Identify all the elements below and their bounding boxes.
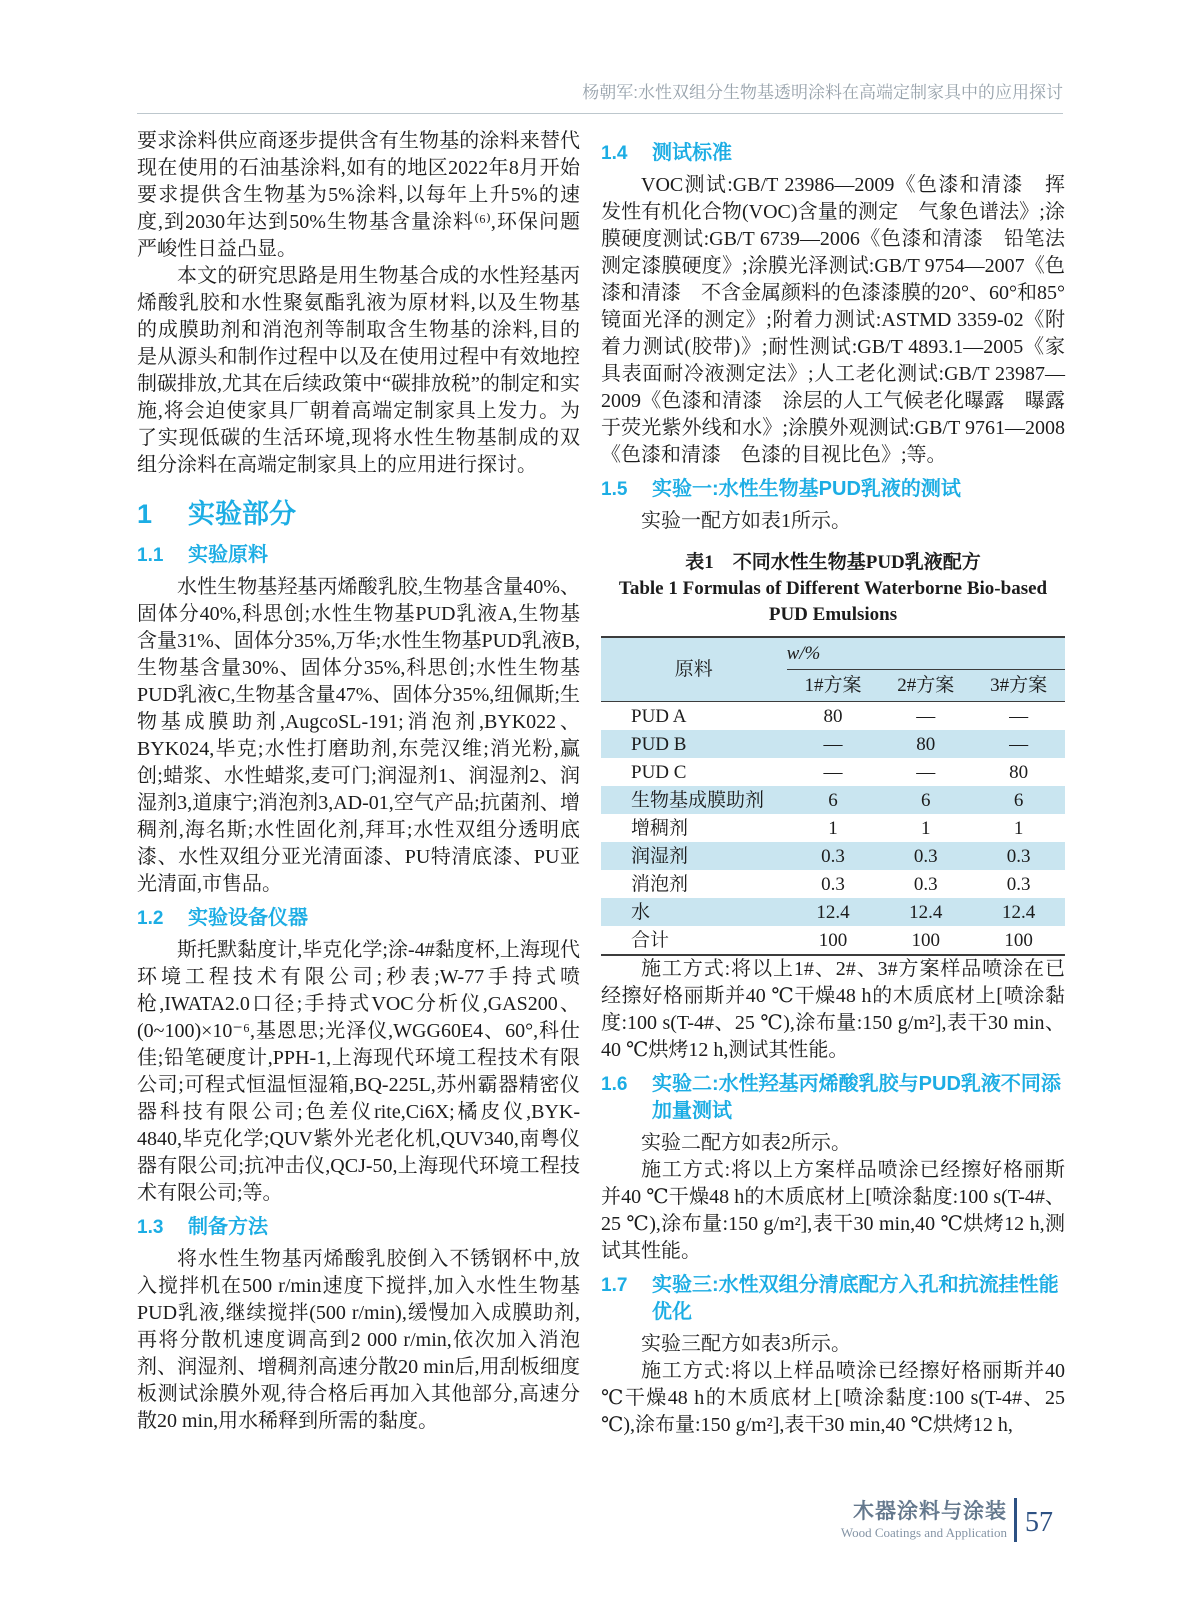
table-cell-material: 润湿剂 [601,842,787,870]
table-cell-value: 0.3 [787,842,880,870]
footer-divider-bar [1014,1498,1017,1542]
paragraph-exp2-method: 施工方式:将以上方案样品喷涂已经擦好格丽斯并40 ℃干燥48 h的木质底材上[喷涂黏度:100 s(T-4#、25 ℃),涂布量:150 g/m²],表干30 min,40 ℃烘烤12 h,测试其性能。 [601,1159,1065,1262]
table-cell-value: 6 [787,786,880,814]
two-column-body [137,128,1065,1439]
journal-name-block [841,1501,1007,1539]
table-cell-value: 1 [921,817,931,839]
table-row [601,842,1065,870]
subsection-title: 实验设备仪器 [188,907,308,929]
table-cell-value: 1 [828,817,838,839]
table-cell-value: 100 [1004,929,1033,951]
table-row [601,926,1065,955]
subsection-title: 制备方法 [188,1216,268,1238]
table-cell-value: 6 [972,786,1065,814]
table-cell-material: 水 [601,898,787,926]
paragraph-exp1-method: 施工方式:将以上1#、2#、3#方案样品喷涂在已经擦好格丽斯并40 ℃干燥48 h的木质底材上[喷涂黏度:100 s(T-4#、25 ℃),涂布量:150 g/m²],表干30 min、40 ℃烘烤12 h,测试其性能。 [601,958,1065,1061]
table-cell-value: — [787,730,880,758]
table1-col-group: w/% [787,637,1065,670]
running-title: 杨朝军:水性双组分生物基透明涂料在高端定制家具中的应用探讨 [582,83,1063,102]
table-cell-value: 1 [1013,817,1024,839]
table-row [601,786,1065,814]
journal-name-cn: 木器涂料与涂装 [853,1500,1007,1523]
table1-col-plan3: 3#方案 [972,670,1065,702]
table1-caption-cn: 表1 不同水性生物基PUD乳液配方 [685,552,981,573]
table-cell-material: 生物基成膜助剂 [601,786,787,814]
subsection-title: 实验一:水性生物基PUD乳液的测试 [652,478,961,500]
table1-head-row1 [601,637,1065,670]
subsection-number: 1.7 [601,1275,628,1296]
table-cell-value: 12.4 [972,898,1065,926]
table-cell-value: — [823,761,843,783]
subsection-number: 1.1 [137,545,164,566]
table-cell-material: PUD C [631,761,687,783]
paragraph-intro: 本文的研究思路是用生物基合成的水性羟基丙烯酸乳胶和水性聚氨酯乳液为原材料,以及生物基的成膜助剂和消泡剂等制取含生物基的涂料,目的是从源头和制作过程中以及在使用过程中有效地控制碳排放,尤其在后续政策中“碳排放税”的制定和实施,将会迫使家具厂朝着高端定制家具上发力。为了实现低碳的生活环境,现将水性生物基制成的双组分涂料在高端定制家具上的应用进行探讨。 [137,265,580,476]
paragraph-exp1-lead: 实验一配方如表1所示。 [641,510,851,532]
table-cell-value: 80 [1009,761,1029,783]
table1-col-plan2: 2#方案 [879,670,972,702]
subsection-number: 1.2 [137,908,164,929]
page-number: 57 [1025,1507,1053,1538]
subsection-number: 1.4 [601,143,628,164]
subsection-heading-1-7 [601,1272,1065,1326]
paragraph-exp2-lead: 实验二配方如表2所示。 [641,1132,851,1154]
table-cell-value: 0.3 [972,842,1065,870]
paragraph-materials: 水性生物基羟基丙烯酸乳胶,生物基含量40%、固体分40%,科思创;水性生物基PUD乳液A,生物基含量31%、固体分35%,万华;水性生物基PUD乳液B,生物基含量30%、固体分35%,科思创;水性生物基PUD乳液C,生物基含量47%、固体分35%,纽佩斯;生物基成膜助剂,AugcoSL-191;消泡剂,BYK022、BYK024,毕克;水性打磨助剂,东莞汉维;消光粉,赢创;蜡浆、水性蜡浆,麦可门;润湿剂1、润湿剂2、润湿剂3,道康宁;消泡剂3,AD-01,空气产品;抗菌剂、增稠剂,海名斯;水性固化剂,拜耳;水性双组分透明底漆、水性双组分亚光清面漆、PU特清底漆、PU亚光清面,市售品。 [137,576,580,895]
table-cell-value: 12.4 [879,898,972,926]
subsection-heading-1-5 [601,476,1065,503]
paragraph-exp3-lead: 实验三配方如表3所示。 [641,1333,851,1355]
table-cell-material: 合计 [631,929,670,951]
table-cell-value: 0.3 [1006,873,1031,895]
subsection-number: 1.5 [601,479,628,500]
table1-caption [601,550,1065,628]
table-cell-material: 增稠剂 [631,817,689,839]
left-column [137,128,580,1439]
section-title: 实验部分 [188,499,296,529]
table-row [601,814,1065,842]
table-cell-value: 0.3 [821,873,845,895]
page-footer [0,1498,1053,1542]
table-cell-value: 100 [911,929,941,951]
table-row [601,758,1065,786]
table-cell-material: PUD A [631,705,687,727]
journal-name-en: Wood Coatings and Application [840,1525,1007,1540]
table-cell-value: 0.3 [879,842,972,870]
subsection-heading-1-1 [137,542,580,569]
table-row [601,870,1065,898]
paragraph-equipment: 斯托默黏度计,毕克化学;涂-4#黏度杯,上海现代环境工程技术有限公司;秒表;W-77手持式喷枪,IWATA2.0口径;手持式VOC分析仪,GAS200、(0~100)×10⁻⁶,基恩思;光泽仪,WGG60E4、60°,科仕佳;铅笔硬度计,PPH-1,上海现代环境工程技术有限公司;可程式恒温恒湿箱,BQ-225L,苏州霸器精密仪器科技有限公司;色差仪rite,Ci6X;橘皮仪,BYK-4840,毕克化学;QUV紫外光老化机,QUV340,南粤仪器有限公司;抗冲击仪,QCJ-50,上海现代环境工程技术有限公司;等。 [137,939,580,1204]
table1-caption-en-line1: Table 1 Formulas of Different Waterborne Bio-based [618,578,1048,599]
subsection-title: 实验二:水性羟基丙烯酸乳胶与PUD乳液不同添加量测试 [652,1073,1061,1122]
table-cell-material: PUD B [601,730,787,758]
table-cell-value: — [972,730,1065,758]
subsection-number: 1.6 [601,1074,628,1095]
table-row [601,730,1065,758]
subsection-heading-1-2 [137,905,580,932]
subsection-title: 测试标准 [652,142,732,164]
table1-col-material: 原料 [601,637,787,702]
subsection-title: 实验三:水性双组分清底配方入孔和抗流挂性能优化 [652,1274,1059,1323]
paragraph-preparation: 将水性生物基丙烯酸乳胶倒入不锈钢杯中,放入搅拌机在500 r/min速度下搅拌,加入水性生物基PUD乳液,继续搅拌(500 r/min),缓慢加入成膜助剂,再将分散机速度调高到2 000 r/min,依次加入消泡剂、润湿剂、增稠剂高速分散20 min后,用刮板细度板测试涂膜外观,待合格后再加入其他部分,高速分散20 min,用水稀释到所需的黏度。 [137,1248,580,1432]
section-heading-1 [137,496,580,532]
table-cell-value: 80 [823,705,843,727]
table1-formulas [601,636,1065,956]
right-column [601,128,1065,1439]
table1-head [601,637,1065,702]
table-cell-value: — [916,705,936,727]
subsection-title: 实验原料 [188,544,268,566]
table-cell-value: 80 [879,730,972,758]
table1-col-plan1: 1#方案 [787,670,880,702]
subsection-heading-1-3 [137,1214,580,1241]
table-cell-material: 消泡剂 [631,873,689,895]
subsection-number: 1.3 [137,1217,164,1238]
table-row [601,898,1065,926]
table1-body [601,702,1065,956]
section-number: 1 [137,499,153,529]
running-head [137,78,1063,114]
table-cell-value: 100 [818,929,848,951]
subsection-heading-1-4 [601,140,1065,167]
table-cell-value: — [1009,705,1029,727]
paragraph-test-standards: VOC测试:GB/T 23986—2009《色漆和清漆 挥发性有机化合物(VOC)含量的测定 气象色谱法》;涂膜硬度测试:GB/T 6739—2006《色漆和清漆 铅笔法测定漆膜硬度》;涂膜光泽测试:GB/T 9754—2007《色漆和清漆 不含金属颜料的色漆漆膜的20°、60°和85°镜面光泽的测定》;附着力测试:ASTMD 3359-02《附着力测试(胶带)》;耐性测试:GB/T 4893.1—2005《家具表面耐冷液测定法》;人工老化测试:GB/T 23987—2009《色漆和清漆 涂层的人工气候老化曝露 曝露于荧光紫外线和水》;涂膜外观测试:GB/T 9761—2008《色漆和清漆 色漆的目视比色》;等。 [601,174,1065,466]
paragraph-continuation: 要求涂料供应商逐步提供含有生物基的涂料来替代现在使用的石油基涂料,如有的地区2022年8月开始要求提供含生物基为5%涂料,以每年上升5%的速度,到2030年达到50%生物基含量涂料⁽⁶⁾,环保问题严峻性日益凸显。 [137,130,580,260]
subsection-heading-1-6 [601,1071,1065,1125]
table-cell-value: 6 [879,786,972,814]
table-row [601,702,1065,731]
table-cell-value: 12.4 [787,898,880,926]
table-cell-value: 0.3 [913,873,938,895]
table-cell-value: — [916,761,936,783]
table1-caption-en-line2: PUD Emulsions [768,604,898,625]
paragraph-exp3-method: 施工方式:将以上样品喷涂已经擦好格丽斯并40 ℃干燥48 h的木质底材上[喷涂黏度:100 s(T-4#、25 ℃),涂布量:150 g/m²],表干30 min,40 ℃烘烤12 h, [601,1360,1065,1436]
